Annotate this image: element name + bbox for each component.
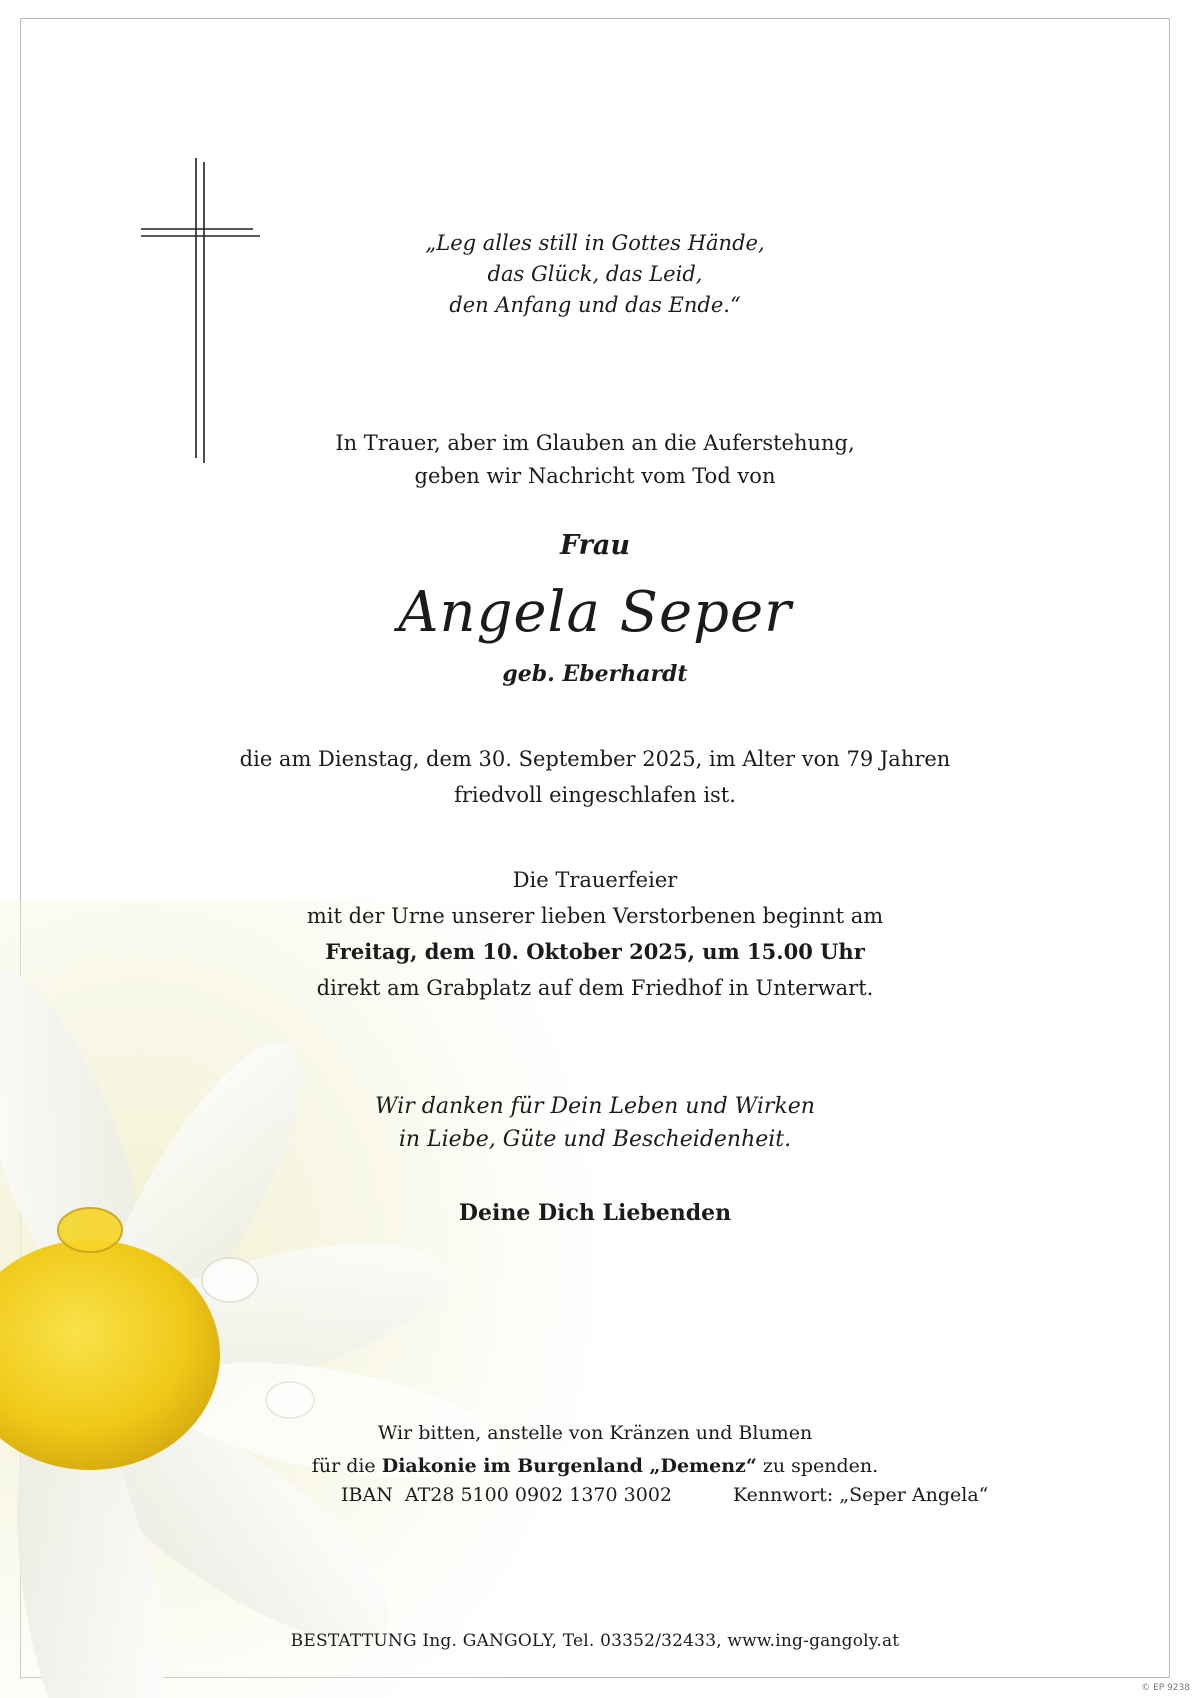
water-drop (266, 1382, 314, 1418)
ceremony-date-time: Freitag, dem 10. Oktober 2025, um 15.00 Uhr (325, 939, 865, 964)
donation-line: Wir bitten, anstelle von Kränzen und Blumen (377, 1422, 813, 1444)
death-line: die am Dienstag, dem 30. September 2025, im Alter von 79 Jahren (239, 747, 951, 771)
deceased-name: Angela Seper (398, 580, 792, 645)
intro-line: In Trauer, aber im Glauben an die Auferstehung, (335, 431, 855, 455)
ceremony-line: direkt am Grabplatz auf dem Friedhof in Unterwart. (316, 976, 874, 1000)
donation-organization: Diakonie im Burgenland „Demenz“ (381, 1455, 757, 1477)
water-drop (202, 1258, 258, 1302)
ceremony-line: mit der Urne unserer lieben Verstorbenen beginnt am (306, 904, 884, 928)
donation-suffix: zu spenden. (762, 1455, 879, 1477)
thanks-line: in Liebe, Güte und Bescheidenheit. (398, 1127, 792, 1152)
quote-line: „Leg alles still in Gottes Hände, (425, 231, 765, 255)
donation-prefix: für die (311, 1455, 376, 1477)
death-notice (20, 741, 1170, 813)
deceased-title: Frau (559, 530, 631, 561)
intro-line: geben wir Nachricht vom Tod von (414, 464, 776, 488)
death-line: friedvoll eingeschlafen ist. (454, 783, 736, 807)
ceremony-info (20, 862, 1170, 1006)
ceremony-line: Die Trauerfeier (512, 868, 678, 892)
quote-line: den Anfang und das Ende.“ (449, 293, 741, 317)
thanks-line: Wir danken für Dein Leben und Wirken (375, 1094, 815, 1119)
daisy-flower-image (0, 900, 700, 1698)
donation-request (20, 1417, 1170, 1483)
thanks-text (20, 1090, 1170, 1156)
donation-line-2 (20, 1450, 1170, 1483)
bank-details (0, 1484, 1200, 1514)
intro-text (20, 427, 1170, 493)
kennwort: Kennwort: „Seper Angela“ (733, 1484, 989, 1506)
quote-line: das Glück, das Leid, (487, 262, 703, 286)
ep-code: © EP 9238 (1141, 1683, 1190, 1693)
signature: Deine Dich Liebenden (458, 1200, 732, 1226)
maiden-name: geb. Eberhardt (502, 661, 688, 687)
bible-quote (20, 228, 1170, 321)
funeral-home-footer: BESTATTUNG Ing. GANGOLY, Tel. 03352/32433, www.ing-gangoly.at (290, 1631, 900, 1651)
iban: IBAN AT28 5100 0902 1370 3002 (341, 1484, 672, 1506)
